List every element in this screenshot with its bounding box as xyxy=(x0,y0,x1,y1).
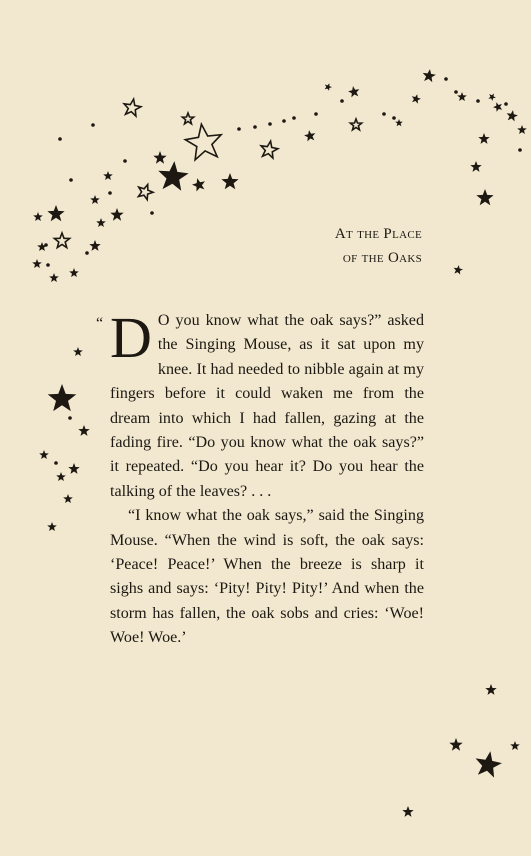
star-icon xyxy=(110,208,123,221)
star-icon xyxy=(63,494,73,503)
star-icon xyxy=(457,92,467,101)
star-icon xyxy=(73,347,83,356)
star-icon xyxy=(350,119,361,130)
chapter-heading-line-1: At the Place xyxy=(334,226,422,242)
star-icon xyxy=(158,161,188,191)
star-icon xyxy=(517,125,527,134)
star-icon xyxy=(470,161,481,172)
body-text xyxy=(96,305,424,651)
speck-dot xyxy=(382,112,386,116)
opening-quote: “ xyxy=(96,315,104,332)
speck-dot xyxy=(91,123,95,127)
paragraph-1-text: O you know what the oak says?” asked the Singing Mouse, as it sat upon my knee. It had needed to nibble again at my fingers before it could waken me from the dream into which I had fallen, gazing at the fading fire. “Do you know what the oak says?” it repeated. “Do you hear it? Do you hear the talking of the leaves? . . . xyxy=(110,312,424,500)
speck-dot xyxy=(518,148,522,152)
speck-dot xyxy=(282,119,286,123)
speck-dot xyxy=(44,243,48,247)
speck-dot xyxy=(476,99,480,103)
star-icon xyxy=(478,133,489,144)
paragraph-2-text: “I know what the oak says,” said the Singing Mouse. “When the wind is soft, the oak says: ‘Peace! Peace!’ When the breeze is sharp it sighs and says: ‘Pity! Pity! Pity!’ And when the storm has fallen, the oak sobs and cries: ‘Woe! Woe! Woe.’ xyxy=(110,507,424,647)
star-icon xyxy=(47,205,64,221)
star-icon xyxy=(89,240,100,251)
star-icon xyxy=(32,259,42,268)
speck-dot xyxy=(108,191,112,195)
speck-dot xyxy=(68,416,72,420)
speck-dot xyxy=(46,263,50,267)
speck-dot xyxy=(292,116,296,120)
star-icon xyxy=(48,384,77,411)
star-icon xyxy=(507,110,518,121)
speck-dot xyxy=(150,211,154,215)
star-icon xyxy=(47,522,57,531)
speck-dot xyxy=(253,125,257,129)
star-icon xyxy=(423,69,436,82)
star-icon xyxy=(124,99,141,116)
speck-dot xyxy=(504,102,508,106)
speck-dot xyxy=(454,90,458,94)
star-icon xyxy=(69,268,79,277)
speck-dot xyxy=(314,112,318,116)
star-icon xyxy=(138,185,153,200)
star-icon xyxy=(182,113,193,124)
star-icon xyxy=(412,94,421,104)
star-icon xyxy=(348,86,359,97)
star-icon xyxy=(485,684,496,695)
paragraph-1 xyxy=(96,305,424,504)
star-icon xyxy=(221,173,238,189)
speck-dot xyxy=(58,137,62,141)
star-icon xyxy=(449,738,462,751)
chapter-heading-line-2: of the Oaks xyxy=(342,250,422,266)
chapter-heading xyxy=(335,222,422,270)
speck-dot xyxy=(268,122,272,126)
star-icon xyxy=(476,751,502,777)
star-icon xyxy=(510,741,520,750)
star-icon xyxy=(325,83,332,91)
star-icon xyxy=(304,130,315,141)
speck-dot xyxy=(85,251,89,255)
star-icon xyxy=(68,463,79,474)
star-icon xyxy=(103,171,113,180)
paragraph-2 xyxy=(110,504,424,650)
star-icon xyxy=(153,151,166,164)
star-icon xyxy=(96,218,106,227)
star-icon xyxy=(56,472,66,481)
star-icon xyxy=(261,141,278,158)
speck-dot xyxy=(237,127,241,131)
drop-cap: D xyxy=(110,305,152,370)
star-icon xyxy=(476,189,493,205)
star-icon xyxy=(90,195,100,204)
star-icon xyxy=(185,124,221,160)
star-icon xyxy=(402,806,413,817)
star-icon xyxy=(454,265,463,274)
speck-dot xyxy=(340,99,344,103)
speck-dot xyxy=(69,178,73,182)
star-icon xyxy=(493,102,502,112)
star-icon xyxy=(395,119,403,126)
star-icon xyxy=(54,233,69,248)
speck-dot xyxy=(54,461,58,465)
star-icon xyxy=(78,425,89,436)
speck-dot xyxy=(123,159,127,163)
star-icon xyxy=(488,94,496,102)
speck-dot xyxy=(444,77,448,81)
star-icon xyxy=(49,273,59,282)
star-icon xyxy=(192,178,205,191)
star-icon xyxy=(39,450,49,459)
star-icon xyxy=(33,212,43,221)
speck-dot xyxy=(392,116,396,120)
